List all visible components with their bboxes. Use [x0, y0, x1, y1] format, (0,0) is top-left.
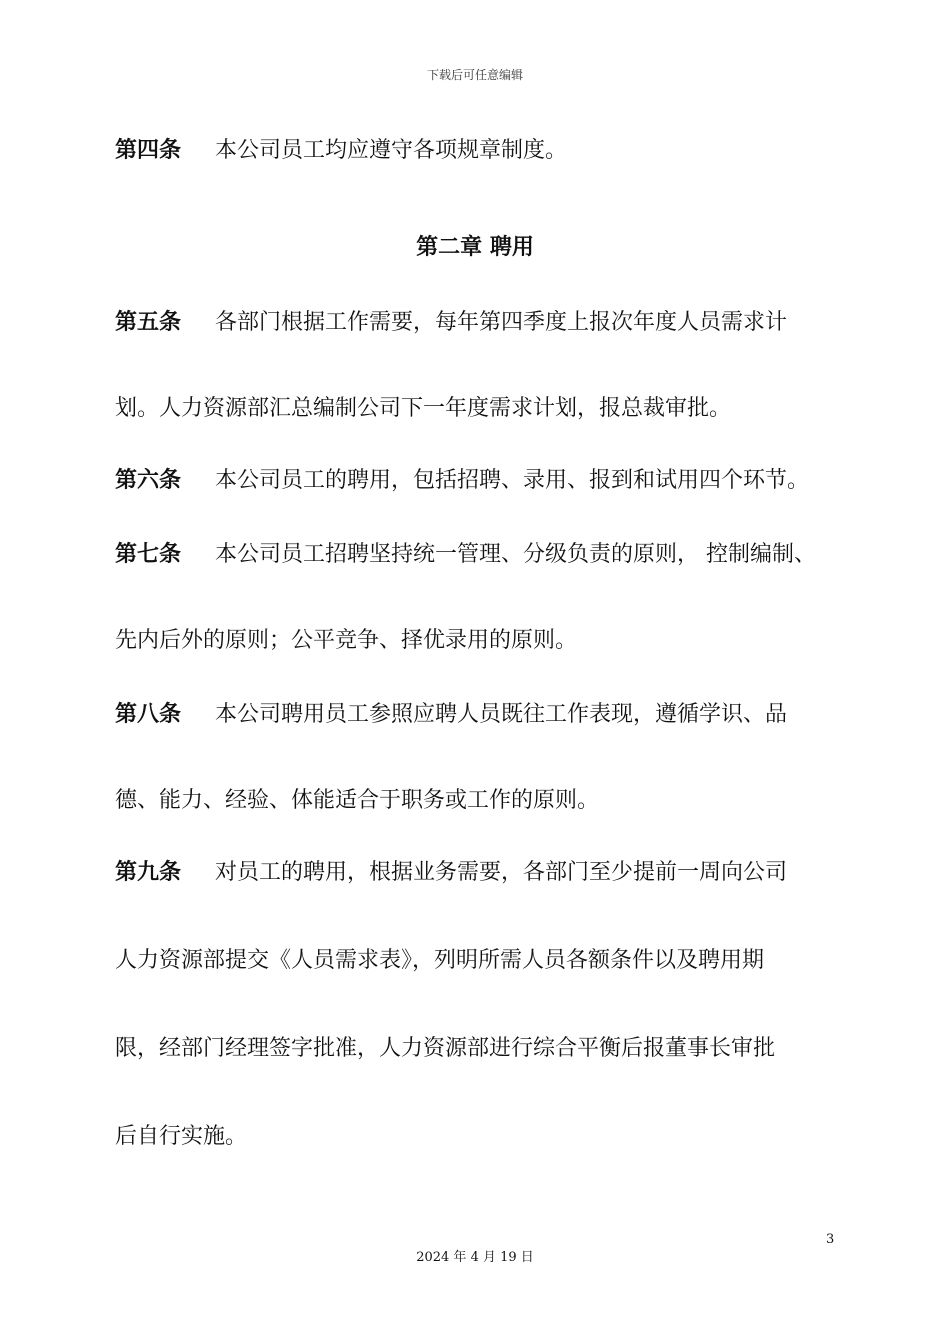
article-9-line-1	[115, 858, 787, 888]
chapter-title: 第二章 聘用	[416, 235, 534, 260]
article-text: 本公司员工招聘坚持统一管理、分级负责的原则， 控制编制、	[215, 542, 816, 567]
article-5-line-2: 划。人力资源部汇总编制公司下一年度需求计划，报总裁审批。	[115, 396, 732, 421]
article-label: 第八条	[115, 702, 182, 727]
article-7-line-1	[115, 540, 816, 570]
article-8-line-2: 德、能力、经验、体能适合于职务或工作的原则。	[115, 788, 600, 813]
article-label: 第四条	[115, 138, 182, 163]
article-label: 第九条	[115, 860, 182, 885]
article-label: 第六条	[115, 468, 182, 493]
footer-date: 2024 年 4 月 19 日	[416, 1250, 534, 1265]
article-text: 对员工的聘用，根据业务需要，各部门至少提前一周向公司	[215, 860, 788, 885]
article-text: 本公司员工均应遵守各项规章制度。	[215, 138, 568, 163]
page-number: 3	[826, 1232, 835, 1247]
article-7-line-2: 先内后外的原则；公平竞争、择优录用的原则。	[115, 628, 578, 653]
article-text: 各部门根据工作需要，每年第四季度上报次年度人员需求计	[215, 310, 788, 335]
article-5-line-1	[115, 308, 787, 338]
article-9-line-4: 后自行实施。	[115, 1124, 248, 1149]
article-label: 第七条	[115, 542, 182, 567]
article-6-line-1	[115, 466, 809, 496]
article-label: 第五条	[115, 310, 182, 335]
article-text: 本公司聘用员工参照应聘人员既往工作表现，遵循学识、品	[215, 702, 788, 727]
article-4-line-1	[115, 136, 567, 166]
article-9-line-3: 限，经部门经理签字批准，人力资源部进行综合平衡后报董事长审批	[115, 1036, 776, 1061]
article-text: 本公司员工的聘用，包括招聘、录用、报到和试用四个环节。	[215, 468, 810, 493]
article-9-line-2: 人力资源部提交《人员需求表》，列明所需人员各额条件以及聘用期	[115, 948, 765, 973]
article-8-line-1	[115, 700, 787, 730]
page-header: 下载后可任意编辑	[426, 68, 523, 82]
